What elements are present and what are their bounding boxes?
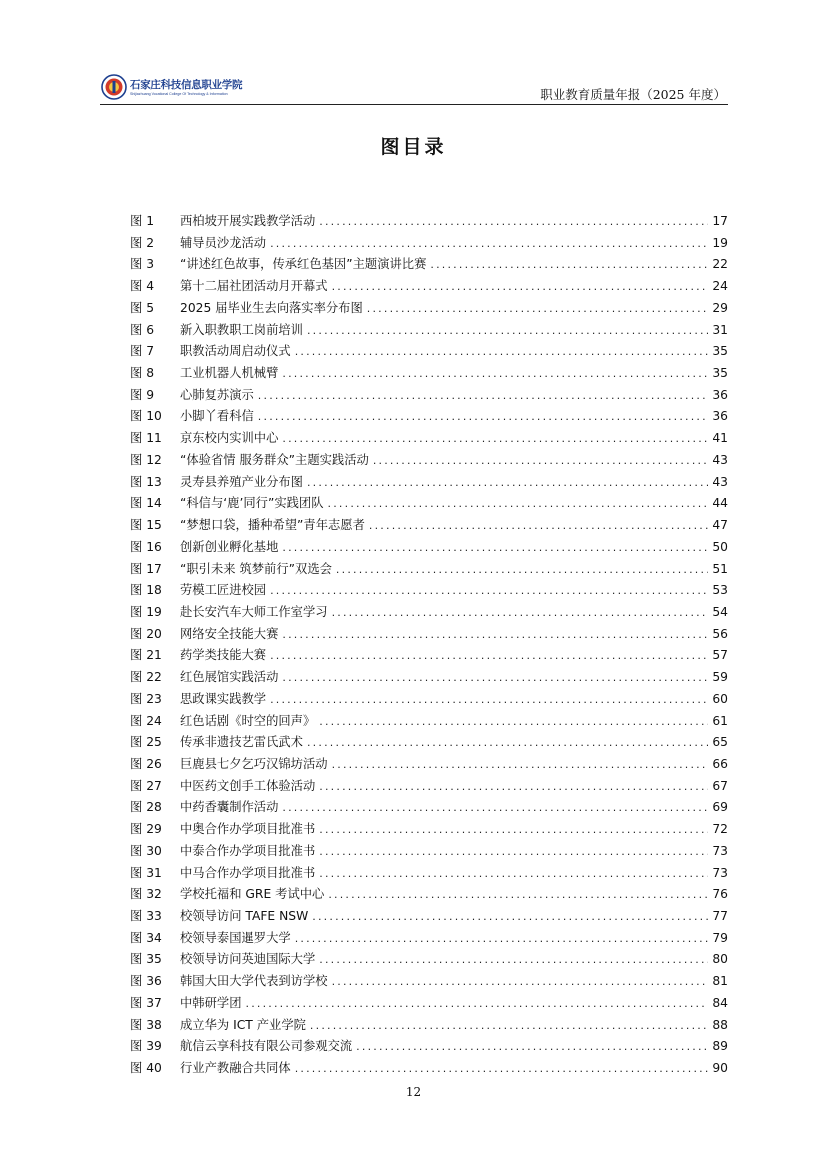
toc-entry[interactable]: [130, 233, 728, 255]
figure-page-number: 50: [712, 539, 728, 554]
figure-page-number: 81: [712, 974, 728, 989]
dot-leader: [319, 841, 708, 863]
figure-page-number: 84: [712, 995, 728, 1010]
figure-page-number: 65: [712, 735, 728, 750]
toc-entry[interactable]: [130, 363, 728, 385]
figure-page-number: 17: [712, 214, 728, 228]
figure-label: 图 31: [130, 865, 162, 880]
figure-page-number: 77: [712, 909, 728, 923]
report-title: 职业教育质量年报（2025 年度）: [540, 87, 726, 102]
figure-label: 图 37: [130, 995, 162, 1010]
figure-page-number: 54: [712, 604, 728, 619]
figure-label: 图 40: [130, 1061, 162, 1076]
dot-leader: [356, 1036, 708, 1058]
figure-page-number: 79: [712, 930, 728, 945]
figure-label: 图 3: [130, 257, 155, 272]
figure-page-number: 69: [712, 800, 728, 815]
figure-label: 图 16: [130, 539, 162, 554]
figure-label: 图 27: [130, 778, 162, 793]
dot-leader: [373, 450, 709, 472]
figure-page-number: 73: [712, 865, 728, 880]
toc-entry[interactable]: [130, 559, 728, 581]
figure-page-number: 89: [712, 1039, 728, 1054]
figure-caption: 中马合作办学项目批准书: [180, 865, 316, 880]
figure-page-number: 72: [712, 822, 728, 837]
toc-entry[interactable]: [130, 776, 728, 798]
figure-page-number: 88: [712, 1017, 728, 1032]
figure-caption: 2025 届毕业生去向落实率分布图: [180, 300, 363, 315]
figure-label: 图 20: [130, 626, 162, 641]
dot-leader: [270, 689, 708, 711]
figure-label: 图 39: [130, 1039, 162, 1054]
toc-entry[interactable]: [130, 645, 728, 667]
figure-caption: 航信云享科技有限公司参观交流: [180, 1039, 353, 1054]
dot-leader: [369, 515, 708, 537]
figure-label: 图 22: [130, 670, 162, 685]
figure-caption: 职教活动周启动仪式: [180, 344, 291, 359]
figure-caption: 韩国大田大学代表到访学校: [180, 974, 328, 989]
figure-caption: 第十二届社团活动月开幕式: [180, 279, 328, 294]
dot-leader: [258, 406, 709, 428]
figure-label: 图 13: [130, 474, 162, 489]
college-name-english: Shijiazhuang Vocational College Of Technology & Information: [130, 91, 228, 96]
dot-leader: [332, 602, 709, 624]
figure-page-number: 43: [712, 452, 728, 467]
figure-page-number: 36: [712, 409, 728, 424]
figure-page-number: 80: [712, 952, 728, 967]
toc-entry[interactable]: [130, 450, 728, 472]
dot-leader: [307, 320, 708, 342]
figure-page-number: 47: [712, 518, 728, 533]
figure-caption: 红色展馆实践活动: [180, 670, 279, 685]
dot-leader: [328, 493, 709, 515]
figure-page-number: 35: [712, 344, 728, 359]
toc-entry[interactable]: [130, 341, 728, 363]
toc-entry[interactable]: [130, 732, 728, 754]
figure-caption: 传承非遗技艺雷氏武术: [180, 735, 303, 750]
figure-label: 图 28: [130, 800, 162, 815]
figure-label: 图 26: [130, 756, 162, 771]
toc-entry[interactable]: [130, 254, 728, 276]
figure-page-number: 53: [712, 583, 728, 598]
figure-label: 图 7: [130, 344, 155, 359]
page-header: [100, 70, 728, 105]
figure-page-number: 73: [712, 843, 728, 858]
dot-leader: [332, 754, 709, 776]
figure-label: 图 9: [130, 387, 155, 402]
figure-label: 图 14: [130, 496, 162, 511]
figure-page-number: 59: [712, 670, 728, 685]
figure-caption: “科信与‘鹿’同行”实践团队: [180, 496, 324, 511]
figure-label: 图 38: [130, 1017, 162, 1032]
dot-leader: [307, 732, 708, 754]
figure-label: 图 15: [130, 518, 162, 533]
figure-page-number: 44: [712, 496, 728, 511]
figure-page-number: 90: [712, 1061, 728, 1076]
figure-caption: “讲述红色故事，传承红色基因”主题演讲比赛: [180, 257, 427, 272]
toc-entry[interactable]: [130, 1036, 728, 1058]
figure-label: 图 4: [130, 279, 155, 294]
toc-entry[interactable]: [130, 949, 728, 971]
figure-caption: 校领导泰国暹罗大学: [180, 930, 291, 945]
toc-entry[interactable]: [130, 211, 728, 233]
figure-caption: 中奥合作办学项目批准书: [180, 822, 316, 837]
figure-page-number: 41: [712, 431, 728, 446]
figure-page-number: 22: [712, 257, 728, 272]
figure-page-number: 51: [712, 561, 728, 576]
figure-page-number: 19: [712, 235, 728, 250]
toc-entry[interactable]: [130, 537, 728, 559]
toc-entry[interactable]: [130, 754, 728, 776]
figure-caption: “梦想口袋，播种希望”青年志愿者: [180, 518, 365, 533]
toc-entry[interactable]: [130, 689, 728, 711]
figure-caption: 校领导访问英迪国际大学: [180, 952, 316, 967]
dot-leader: [319, 819, 708, 841]
figure-page-number: 43: [712, 474, 728, 489]
dot-leader: [336, 559, 708, 581]
figure-label: 图 17: [130, 561, 162, 576]
college-seal-icon: [101, 74, 127, 100]
figure-caption: 成立华为 ICT 产业学院: [180, 1017, 306, 1032]
college-logo: [101, 72, 243, 102]
toc-entry[interactable]: [130, 1015, 728, 1037]
figure-label: 图 30: [130, 843, 162, 858]
figure-label: 图 24: [130, 713, 162, 728]
figure-page-number: 57: [712, 648, 728, 663]
figure-caption: 小脚丫看科信: [180, 409, 254, 424]
figure-page-number: 60: [712, 691, 728, 706]
figure-caption: 赴长安汽车大师工作室学习: [180, 604, 328, 619]
toc-entry[interactable]: [130, 906, 728, 928]
figure-label: 图 33: [130, 909, 162, 923]
figure-caption: 辅导员沙龙活动: [180, 235, 267, 250]
figure-caption: 校领导访问 TAFE NSW: [180, 909, 309, 923]
toc-entry[interactable]: [130, 711, 728, 733]
figure-caption: “职引未来 筑梦前行”双选会: [180, 561, 332, 576]
dot-leader: [282, 667, 708, 689]
dot-leader: [319, 863, 708, 885]
toc-entry[interactable]: [130, 863, 728, 885]
figure-caption: 京东校内实训中心: [180, 431, 279, 446]
figure-page-number: 56: [712, 626, 728, 641]
dot-leader: [295, 341, 709, 363]
toc-entry[interactable]: [130, 884, 728, 906]
figure-caption: 巨鹿县七夕乞巧汉锦坊活动: [180, 756, 328, 771]
figure-label: 图 18: [130, 583, 162, 598]
figure-label: 图 11: [130, 431, 162, 446]
dot-leader: [332, 276, 709, 298]
figure-label: 图 34: [130, 930, 162, 945]
figure-label: 图 12: [130, 452, 162, 467]
toc-entry[interactable]: [130, 993, 728, 1015]
toc-entry[interactable]: [130, 1058, 728, 1080]
figure-caption: 网络安全技能大赛: [180, 626, 279, 641]
toc-entry[interactable]: [130, 580, 728, 602]
toc-entry[interactable]: [130, 515, 728, 537]
figure-caption: 中韩研学团: [180, 995, 242, 1010]
dot-leader: [295, 1058, 709, 1080]
figure-label: 图 32: [130, 887, 162, 902]
figure-label: 图 25: [130, 735, 162, 750]
figure-caption: 中医药文创手工体验活动: [180, 778, 316, 793]
figure-page-number: 76: [712, 887, 728, 902]
dot-leader: [282, 537, 708, 559]
toc-entry[interactable]: [130, 320, 728, 342]
dot-leader: [295, 928, 709, 950]
dot-leader: [270, 580, 708, 602]
toc-entry[interactable]: [130, 385, 728, 407]
dot-leader: [332, 971, 709, 993]
figure-page-number: 66: [712, 756, 728, 771]
figure-page-number: 31: [712, 322, 728, 337]
page-title: 图目录: [380, 136, 447, 158]
toc-entry[interactable]: [130, 624, 728, 646]
figure-caption: 工业机器人机械臂: [180, 366, 279, 381]
toc-entry[interactable]: [130, 928, 728, 950]
toc-entry[interactable]: [130, 841, 728, 863]
figure-label: 图 8: [130, 366, 155, 381]
figure-caption: 思政课实践教学: [180, 691, 267, 706]
figure-label: 图 10: [130, 409, 162, 424]
figure-caption: 中药香囊制作活动: [180, 800, 279, 815]
toc-entry[interactable]: [130, 819, 728, 841]
toc-entry[interactable]: [130, 797, 728, 819]
figure-caption: 红色话剧《时空的回声》: [180, 713, 316, 728]
figure-label: 图 19: [130, 604, 162, 619]
toc-entry[interactable]: [130, 298, 728, 320]
figure-label: 图 6: [130, 322, 155, 337]
figure-list: [130, 211, 728, 1080]
figure-caption: 灵寿县养殖产业分布图: [180, 474, 303, 489]
toc-entry[interactable]: [130, 428, 728, 450]
figure-caption: 中泰合作办学项目批准书: [180, 843, 316, 858]
figure-caption: 创新创业孵化基地: [180, 539, 279, 554]
dot-leader: [270, 645, 708, 667]
dot-leader: [282, 363, 708, 385]
figure-label: 图 35: [130, 952, 162, 967]
dot-leader: [246, 993, 709, 1015]
figure-caption: 药学类技能大赛: [180, 648, 267, 663]
dot-leader: [430, 254, 708, 276]
figure-label: 图 5: [130, 300, 155, 315]
figure-label: 图 29: [130, 822, 162, 837]
figure-caption: 学校托福和 GRE 考试中心: [180, 887, 325, 902]
dot-leader: [328, 884, 708, 906]
toc-entry[interactable]: [130, 472, 728, 494]
figure-label: 图 21: [130, 648, 162, 663]
toc-entry[interactable]: [130, 406, 728, 428]
figure-label: 图 1: [130, 214, 155, 228]
figure-page-number: 67: [712, 778, 728, 793]
figure-page-number: 61: [712, 713, 728, 728]
toc-entry[interactable]: [130, 971, 728, 993]
figure-caption: 心肺复苏演示: [180, 387, 254, 402]
dot-leader: [319, 949, 708, 971]
dot-leader: [367, 298, 709, 320]
figure-label: 图 23: [130, 691, 162, 706]
figure-page-number: 24: [712, 279, 728, 294]
toc-entry[interactable]: [130, 602, 728, 624]
figure-caption: 西柏坡开展实践教学活动: [180, 214, 316, 228]
dot-leader: [319, 776, 708, 798]
figure-page-number: 29: [712, 300, 728, 315]
figure-label: 图 2: [130, 235, 155, 250]
dot-leader: [282, 624, 708, 646]
dot-leader: [270, 233, 708, 255]
toc-entry[interactable]: [130, 276, 728, 298]
figure-page-number: 36: [712, 387, 728, 402]
toc-entry[interactable]: [130, 493, 728, 515]
figure-page-number: 35: [712, 366, 728, 381]
dot-leader: [319, 211, 708, 233]
figure-caption: 新入职教职工岗前培训: [180, 322, 303, 337]
figure-caption: 行业产教融合共同体: [180, 1061, 291, 1076]
figure-caption: 劳模工匠进校园: [180, 583, 267, 598]
dot-leader: [258, 385, 709, 407]
dot-leader: [307, 472, 708, 494]
toc-entry[interactable]: [130, 667, 728, 689]
figure-label: 图 36: [130, 974, 162, 989]
dot-leader: [310, 1015, 708, 1037]
dot-leader: [282, 428, 708, 450]
dot-leader: [282, 797, 708, 819]
dot-leader: [319, 711, 708, 733]
logo-text: [130, 78, 242, 97]
figure-caption: “体验省情 服务群众”主题实践活动: [180, 452, 369, 467]
page-number: 12: [405, 1085, 422, 1099]
college-name: 石家庄科技信息职业学院: [130, 78, 243, 91]
dot-leader: [312, 906, 708, 928]
